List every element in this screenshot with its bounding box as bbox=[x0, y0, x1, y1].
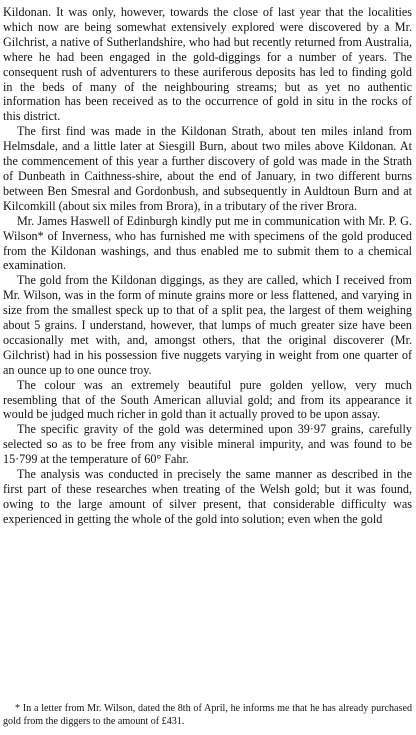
paragraph-5: The colour was an extremely beautiful pure golden yellow, very much resembling that of the South American alluvial gold; and from its appearance it would be judged much richer in gold than it actually proved to be upon assay. bbox=[3, 377, 412, 422]
paragraph-6: The specific gravity of the gold was determined upon 39·97 grains, carefully selected so as to be free from any visible mineral impurity, and was found to be 15·799 at the temperature of 60° Fahr. bbox=[3, 422, 412, 467]
paragraph-1: Kildonan. It was only, however, towards the close of last year that the localities which now are being somewhat extensively explored were discovered by a Mr. Gilchrist, a native of Sutherlandshire, who had but recently returned from Australia, where he had been engaged in the gold-diggings for a number of years. The consequent rush of adventurers to these auriferous deposits has led to finding gold in the beds of many of the neighbouring streams; but as yet no authentic information has been received as to the occurrence of gold in situ in the rocks of this district. bbox=[3, 5, 412, 124]
document-page bbox=[3, 5, 412, 733]
paragraph-7: The analysis was conducted in precisely the same manner as described in the first part of these researches when treating of the Welsh gold; but it was found, owing to the large amount of silver present, that considerable difficulty was experienced in getting the whole of the gold into solution; even when the gold bbox=[3, 467, 412, 526]
footnote: * In a letter from Mr. Wilson, dated the 8th of April, he informs me that he has already purchased gold from the diggers to the amount of £431. bbox=[3, 703, 412, 728]
paragraph-4: The gold from the Kildonan diggings, as they are called, which I received from Mr. Wilson, was in the form of minute grains more or less flattened, and varying in size from the smallest speck up to that of a split pea, the largest of them weighing about 5 grains. I understand, however, that lumps of much greater size have been occasionally met with, and, amongst others, that the original discoverer (Mr. Gilchrist) had in his possession five nuggets varying in weight from one quarter of an ounce up to one ounce troy. bbox=[3, 273, 412, 377]
paragraph-3: Mr. James Haswell of Edinburgh kindly put me in communication with Mr. P. G. Wilson* of Inverness, who has furnished me with specimens of the gold produced from the Kildonan washings, and thus enabled me to submit them to a chemical examination. bbox=[3, 213, 412, 273]
paragraph-2: The first find was made in the Kildonan Strath, about ten miles inland from Helmsdale, and a little later at Siesgill Burn, about two miles above Kildonan. At the commencement of this year a further discovery of gold was made in the Strath of Dunbeath in Caithness-shire, about the end of January, in two different burns between Ben Smesral and Gordonbush, and subsequently in Auldtoun Burn and at Kilcomkill (about six miles from Brora), in a tributary of the river Brora. bbox=[3, 124, 412, 213]
